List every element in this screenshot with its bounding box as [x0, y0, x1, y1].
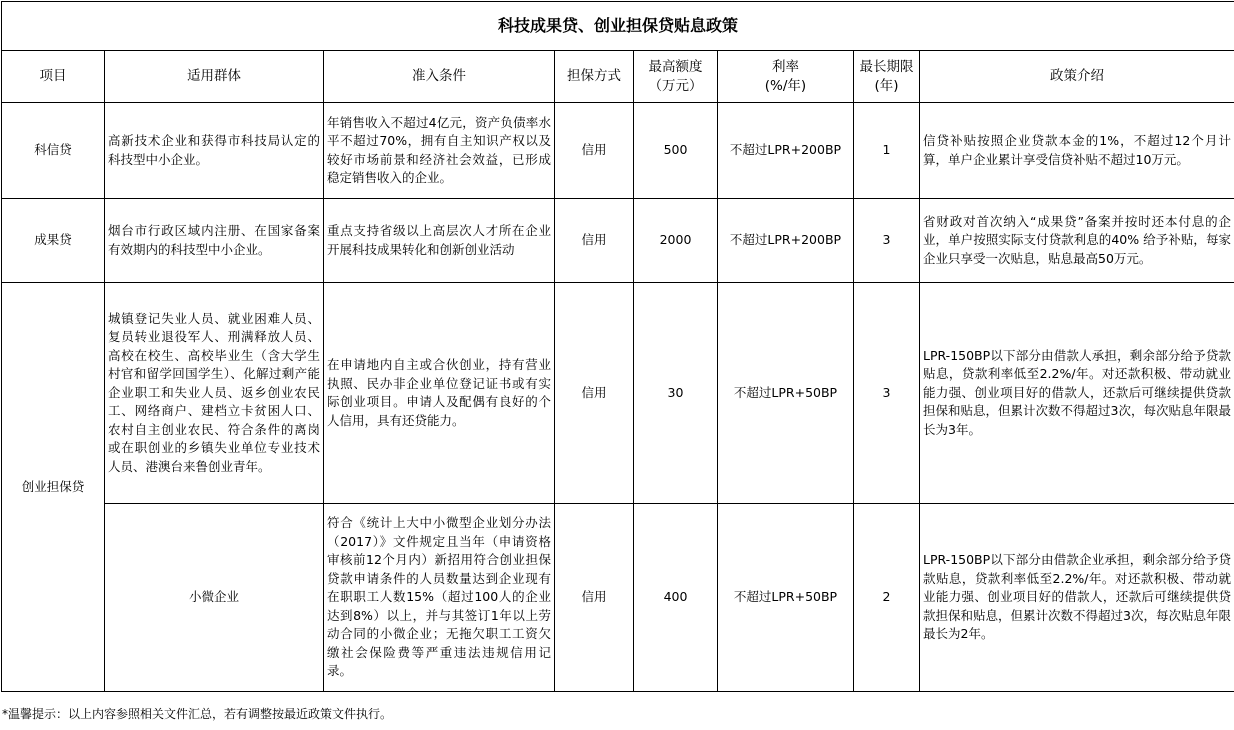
- header-item: 项目: [2, 51, 105, 103]
- header-max-amount-line1: 最高额度: [648, 59, 703, 75]
- header-rate-line1: 利率: [772, 59, 799, 75]
- row-guarantee: 信用: [555, 199, 634, 283]
- header-row: [2, 51, 1234, 103]
- row-group: 城镇登记失业人员、就业困难人员、复员转业退役军人、刑满释放人员、高校在校生、高校毕业生（含大学生村官和留学回国学生）、化解过剩产能企业职工和失业人员、返乡创业农民工、网络商户、建档立卡贫困人口、农村自主创业农民、符合条件的离岗或在职创业的乡镇失业单位专业技术人员、港澳台来鲁创业青年。: [105, 283, 324, 504]
- row-term: 3: [854, 283, 920, 504]
- row-rate: 不超过LPR+50BP: [718, 283, 854, 504]
- row-rate: 不超过LPR+50BP: [718, 504, 854, 692]
- row-guarantee: 信用: [555, 504, 634, 692]
- row-intro: LPR-150BP以下部分由借款人承担，剩余部分给予贷款贴息，贷款利率低至2.2%/年。对还款积极、带动就业能力强、创业项目好的借款人，还款后可继续提供贷款担保和贴息，但累计次数不得超过3次，每次贴息年限最长为3年。: [920, 283, 1234, 504]
- row-item: 创业担保贷: [2, 283, 105, 692]
- table-row: [2, 283, 1234, 504]
- header-term-line2: (年): [874, 77, 899, 94]
- row-max-amount: 500: [634, 103, 718, 199]
- row-criteria: 符合《统计上大中小微型企业划分办法（2017）》文件规定且当年（申请资格审核前12个月内）新招用符合创业担保贷款申请条件的人员数量达到企业现有在职职工人数15%（超过100人的企业达到8%）以上，并与其签订1年以上劳动合同的小微企业；无拖欠职工工资欠缴社会保险费等严重违法违规信用记录。: [324, 504, 555, 692]
- row-criteria: 在申请地内自主或合伙创业，持有营业执照、民办非企业单位登记证书或有实际创业项目。申请人及配偶有良好的个人信用，具有还贷能力。: [324, 283, 555, 504]
- row-term: 3: [854, 199, 920, 283]
- header-max-amount: [634, 51, 718, 103]
- row-intro: 信贷补贴按照企业贷款本金的1%，不超过12个月计算，单户企业累计享受信贷补贴不超过10万元。: [920, 103, 1234, 199]
- row-intro: 省财政对首次纳入“成果贷”备案并按时还本付息的企业，单户按照实际支付贷款利息的40% 给予补贴，每家企业只享受一次贴息，贴息最高50万元。: [920, 199, 1234, 283]
- header-rate-line2: (%/年): [764, 77, 807, 94]
- row-rate: 不超过LPR+200BP: [718, 103, 854, 199]
- header-rate: [718, 51, 854, 103]
- header-guarantee: 担保方式: [555, 51, 634, 103]
- header-group: 适用群体: [105, 51, 324, 103]
- row-term: 2: [854, 504, 920, 692]
- table-row: [2, 199, 1234, 283]
- footnote: *温馨提示：以上内容参照相关文件汇总，若有调整按最近政策文件执行。: [2, 707, 393, 721]
- table-row: [2, 504, 1234, 692]
- table-row: [2, 103, 1234, 199]
- header-max-amount-line2: （万元）: [648, 77, 703, 94]
- header-criteria: 准入条件: [324, 51, 555, 103]
- header-term-line1: 最长期限: [859, 59, 914, 75]
- row-term: 1: [854, 103, 920, 199]
- header-intro: 政策介绍: [920, 51, 1234, 103]
- header-term: [854, 51, 920, 103]
- row-guarantee: 信用: [555, 283, 634, 504]
- row-criteria: 重点支持省级以上高层次人才所在企业开展科技成果转化和创新创业活动: [324, 199, 555, 283]
- row-intro: LPR-150BP以下部分由借款企业承担，剩余部分给予贷款贴息，贷款利率低至2.2%/年。对还款积极、带动就业能力强、创业项目好的借款人，还款后可继续提供贷款担保和贴息，但累计次数不得超过3次，每次贴息年限最长为2年。: [920, 504, 1234, 692]
- row-max-amount: 400: [634, 504, 718, 692]
- row-item: 科信贷: [2, 103, 105, 199]
- row-group: 高新技术企业和获得市科技局认定的科技型中小企业。: [105, 103, 324, 199]
- row-item: 成果贷: [2, 199, 105, 283]
- row-rate: 不超过LPR+200BP: [718, 199, 854, 283]
- row-group: 烟台市行政区域内注册、在国家备案有效期内的科技型中小企业。: [105, 199, 324, 283]
- row-group: 小微企业: [105, 504, 324, 692]
- row-max-amount: 2000: [634, 199, 718, 283]
- row-guarantee: 信用: [555, 103, 634, 199]
- row-criteria: 年销售收入不超过4亿元，资产负债率水平不超过70%，拥有自主知识产权以及较好市场前景和经济社会效益，已形成稳定销售收入的企业。: [324, 103, 555, 199]
- row-max-amount: 30: [634, 283, 718, 504]
- table-title: 科技成果贷、创业担保贷贴息政策: [2, 2, 1234, 51]
- policy-table: [1, 1, 1234, 692]
